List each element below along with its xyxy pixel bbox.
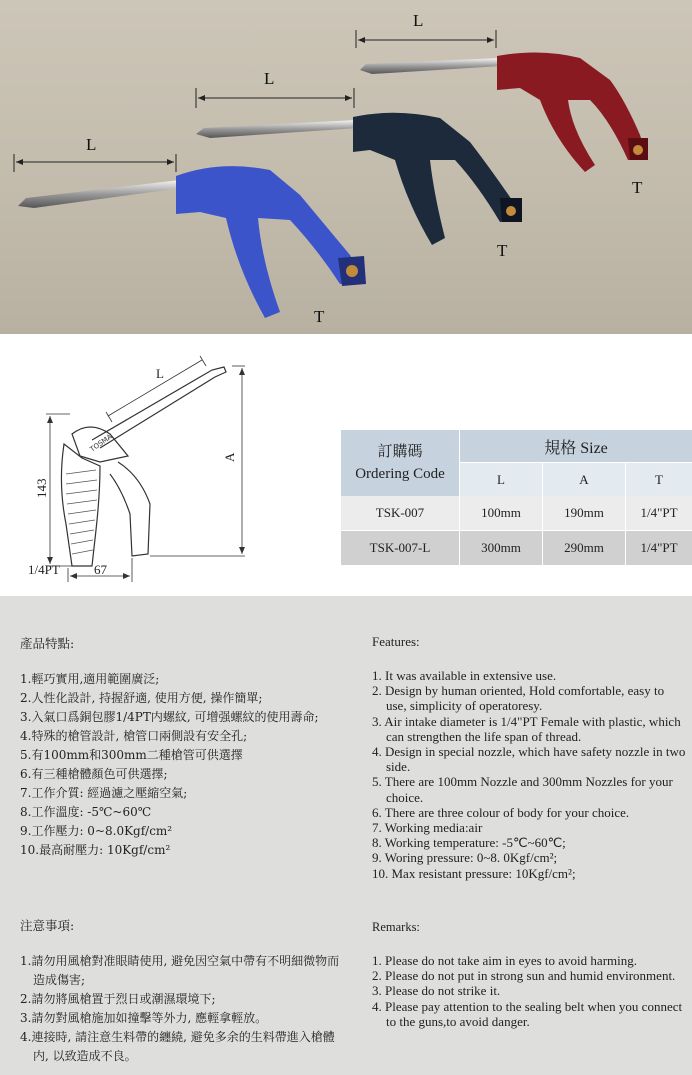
drawing-dim-height: 143 [34, 478, 49, 498]
col-header-l: L [460, 463, 543, 497]
list-item: 10. Max resistant pressure: 10Kgf/cm²; [372, 865, 576, 881]
list-item: 4.特殊的槍管設計, 槍管口兩側設有安全孔; [20, 729, 248, 743]
col-header-t: T [626, 463, 692, 497]
thread-label-t: T [314, 307, 325, 326]
remarks-en [372, 920, 687, 1029]
thread-label-t: T [632, 178, 643, 197]
remarks-en-heading: Remarks: [372, 920, 420, 934]
list-item: 2. Design by human oriented, Hold comfortable, easy to use, simplicity of operatoresy. [372, 683, 665, 714]
cell-l: 300mm [460, 531, 543, 566]
list-item: 5. There are 100mm Nozzle and 300mm Nozzles for your choice. [372, 774, 673, 805]
dim-label-l: L [413, 11, 424, 30]
blow-guns-illustration [0, 0, 692, 334]
thread-label-t: T [497, 241, 508, 260]
code-header [341, 430, 460, 496]
features-cn-heading: 產品特點: [20, 636, 75, 651]
list-item: 10.最高耐壓力: 10Kgf/cm² [20, 843, 171, 857]
brand-label: TOSMA [88, 432, 114, 454]
list-item: 7. Working media:air [372, 820, 483, 836]
list-item: 4.連接時, 請注意生料帶的纏繞, 避免多余的生料帶進入槍體内, 以致造成不良。 [20, 1030, 335, 1063]
list-item: 1. It was available in extensive use. [372, 668, 557, 683]
list-item: 1. Please do not take aim in eyes to avoid harming. [372, 953, 637, 968]
cell-a: 190mm [543, 496, 626, 531]
drawing-dim-a: A [222, 452, 237, 462]
list-item: 5.有100mm和300mm二種槍管可供選擇 [20, 748, 243, 762]
features-en-heading: Features: [372, 634, 420, 649]
list-item: 2. Please do not put in strong sun and humid environment. [372, 968, 676, 984]
list-item: 6.有三種槍體顏色可供選擇; [20, 767, 168, 781]
size-header: 規格 Size [460, 430, 692, 463]
dim-label-l: L [264, 69, 275, 88]
list-item: 8. Working temperature: -5℃~60℃; [372, 835, 566, 851]
remarks-cn-heading: 注意事項: [20, 918, 75, 933]
features-cn [20, 634, 350, 860]
cell-t: 1/4"PT [626, 496, 692, 531]
product-photo [0, 0, 692, 334]
info-panel [0, 596, 692, 1075]
list-item: 4. Design in special nozzle, which have safety nozzle in two side. [372, 744, 686, 775]
list-item: 9. Woring pressure: 0~8. 0Kgf/cm²; [372, 850, 558, 866]
list-item: 3. Air intake diameter is 1/4"PT Female with plastic, which can strengthen the life span of thread. [372, 713, 681, 744]
list-item: 7.工作介質: 經過濾之壓縮空氣; [20, 786, 188, 800]
list-item: 3. Please do not strike it. [372, 983, 501, 999]
list-item: 3.入氣口爲銅包膠1/4PT内螺紋, 可增强螺紋的使用壽命; [20, 710, 319, 724]
features-en [372, 634, 687, 881]
list-item: 8.工作溫度: -5℃~60℃ [20, 805, 152, 819]
spec-table [341, 430, 692, 565]
drawing-thread: 1/4PT [28, 562, 60, 577]
cell-t: 1/4"PT [626, 531, 692, 566]
remarks-cn [20, 916, 350, 1066]
code-header-cn: 訂購碼 [377, 444, 423, 460]
table-row [341, 531, 692, 566]
cell-a: 290mm [543, 531, 626, 566]
list-item: 1.請勿用風槍對准眼睛使用, 避免因空氣中帶有不明細微物而造成傷害; [20, 954, 340, 987]
col-header-a: A [543, 463, 626, 497]
cell-l: 100mm [460, 496, 543, 531]
code-header-en: Ordering Code [355, 466, 445, 482]
list-item: 3.請勿對風槍施加如撞擊等外力, 應輕拿輕放。 [20, 1011, 268, 1025]
list-item: 2.請勿將風槍置于烈日或潮濕環境下; [20, 992, 216, 1006]
cell-code: TSK-007 [341, 496, 460, 531]
list-item: 4. Please pay attention to the sealing belt when you connect to the guns,to avoid danger. [372, 998, 683, 1029]
list-item: 9.工作壓力: 0~8.0Kgf/cm² [20, 824, 173, 838]
list-item: 6. There are three colour of body for your choice. [372, 804, 630, 820]
list-item: 1.輕巧實用,適用範圍廣泛; [20, 672, 160, 686]
drawing-dim-width: 67 [94, 562, 107, 577]
blue-blow-gun [18, 166, 366, 318]
dim-label-l: L [86, 135, 97, 154]
cell-code: TSK-007-L [341, 531, 460, 566]
list-item: 2.人性化設計, 持握舒適, 使用方便, 操作簡單; [20, 691, 263, 705]
drawing-dim-l: L [156, 366, 164, 381]
table-row [341, 496, 692, 531]
